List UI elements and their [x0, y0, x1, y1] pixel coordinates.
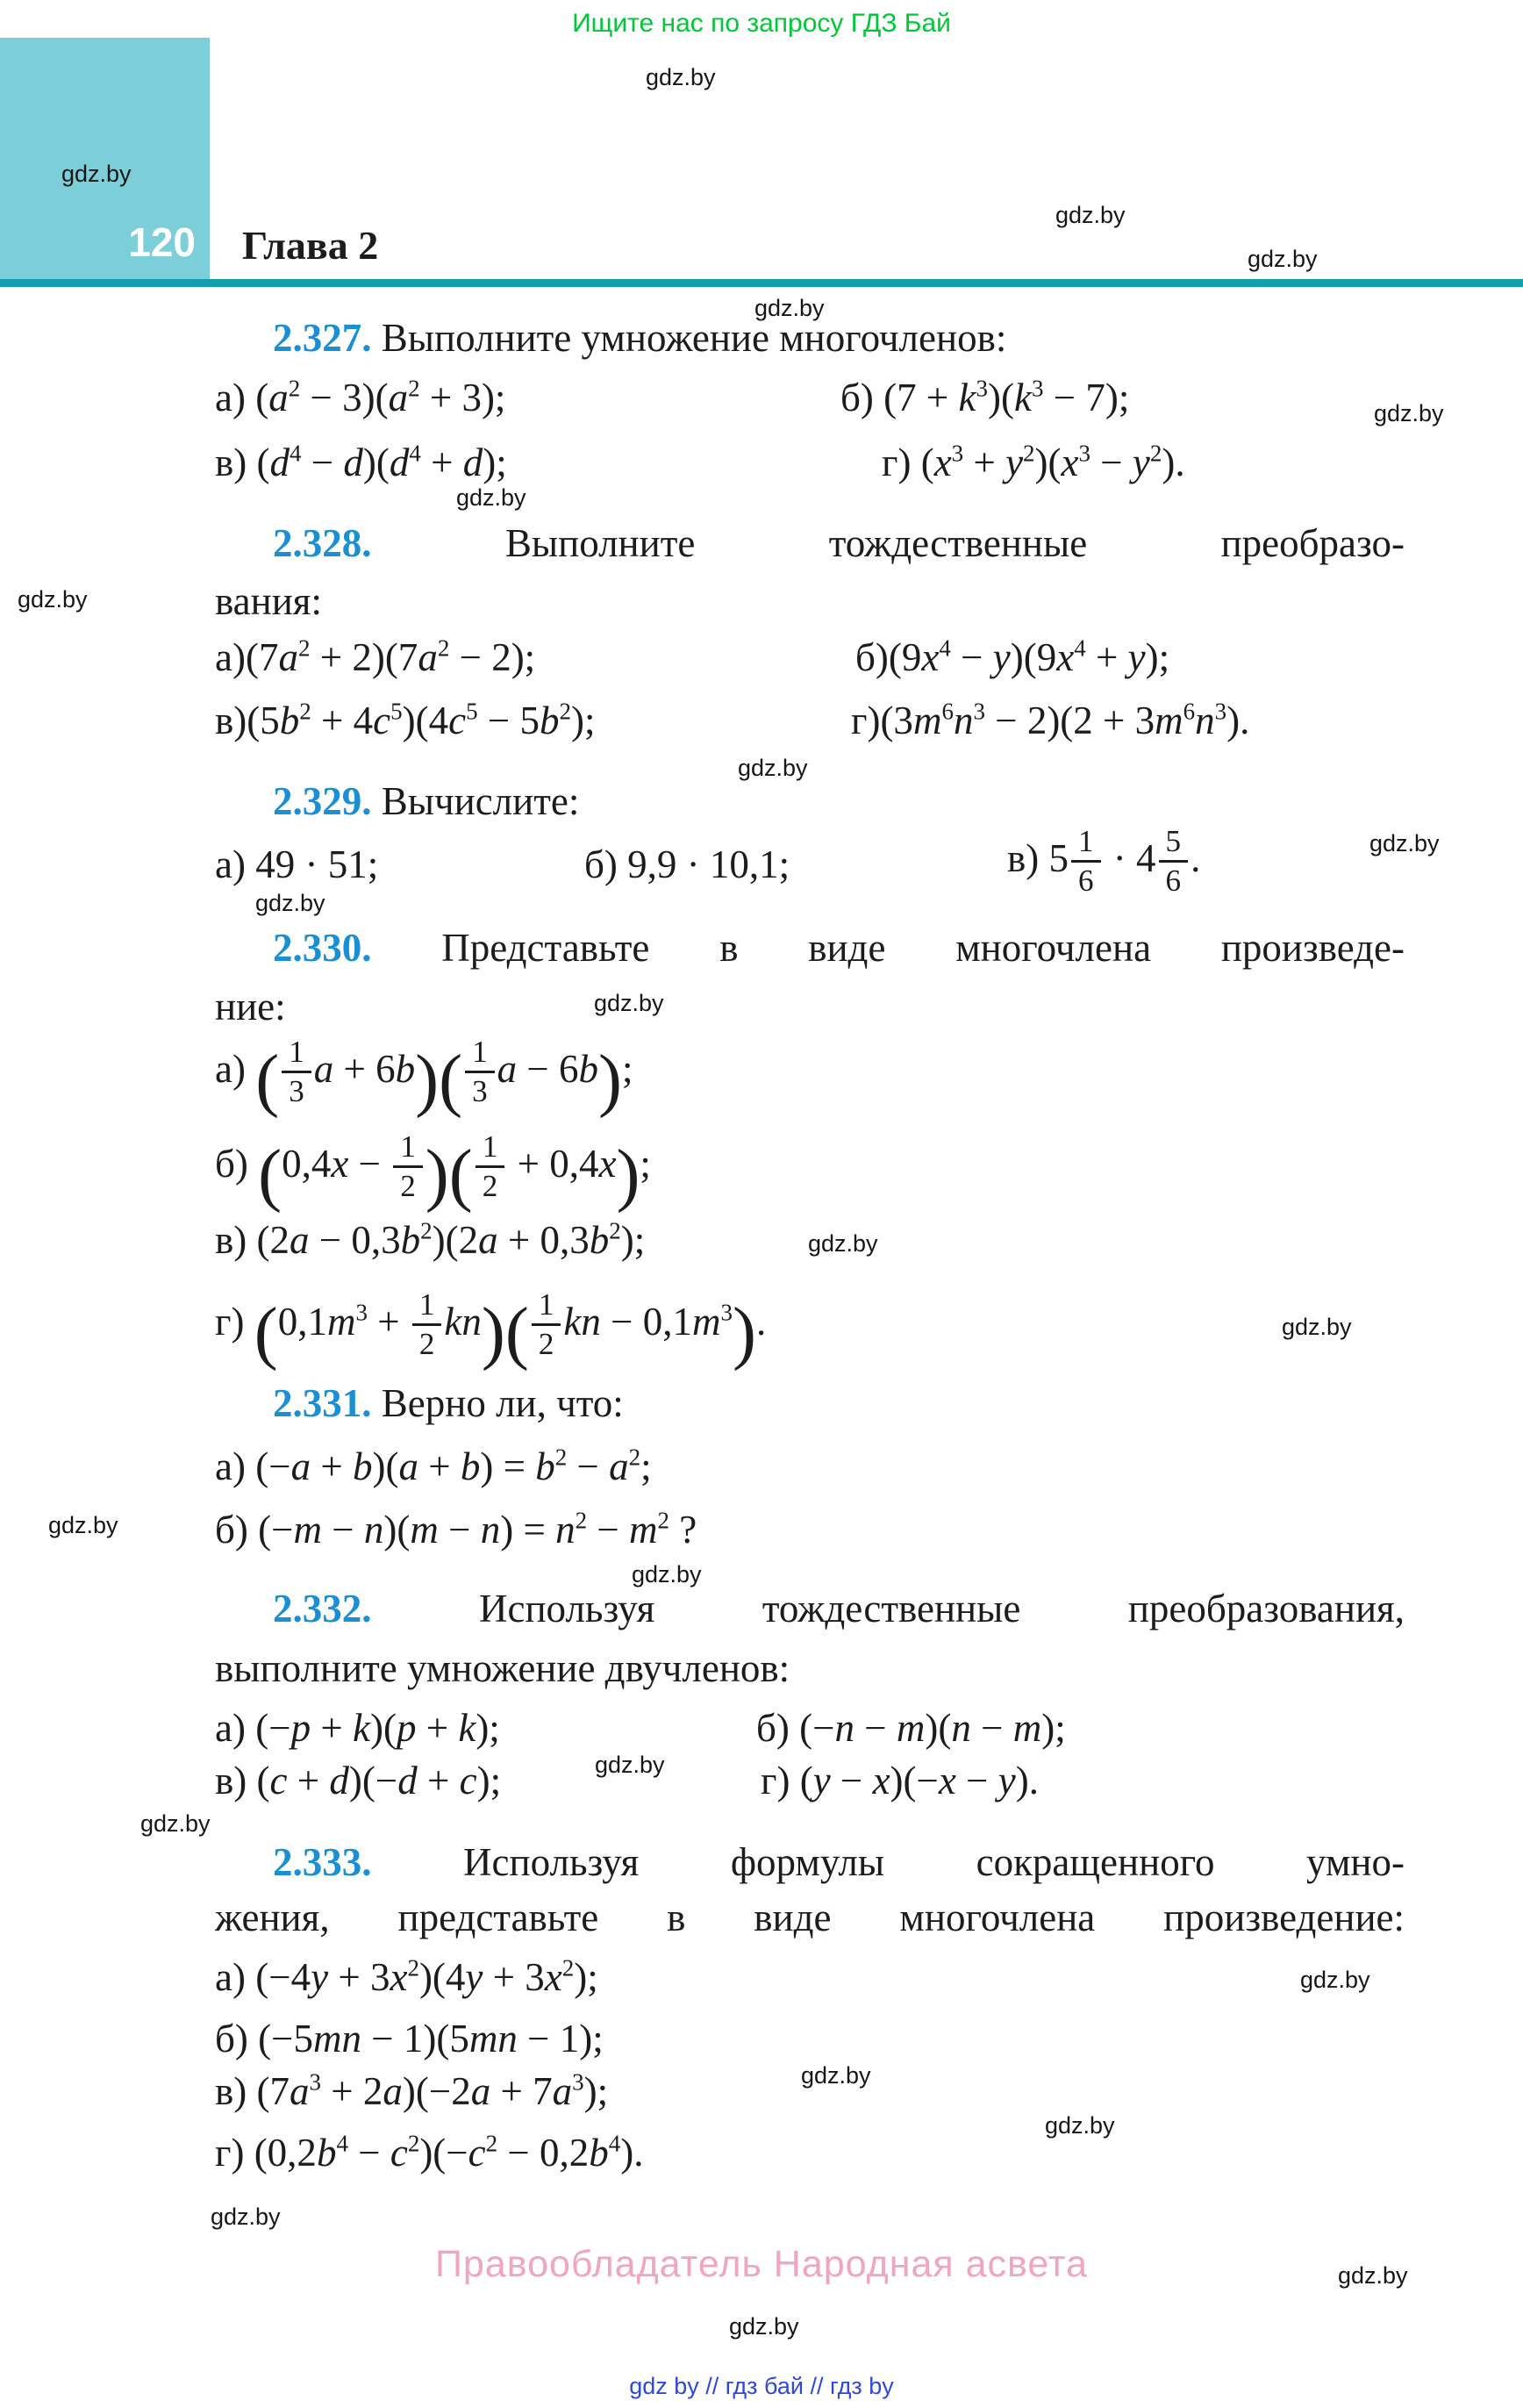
- problem-2330-item-a: а) ( $\frac{1}{3}$ a + 6b)( $\frac{1}{3}$ a − 6b);: [215, 1035, 633, 1120]
- problem-2332-item-a: а) (−p + k)(p + k);: [215, 1706, 500, 1750]
- problem-2328-title-text: Выполните тождественные преобразо-: [504, 521, 1405, 565]
- problem-2332-number: 2.332.: [273, 1587, 372, 1630]
- problem-2333-title: [215, 1838, 1405, 1887]
- sidebar-block: [0, 38, 210, 280]
- watermark: gdz.by: [456, 484, 526, 511]
- problem-2330-item-b: б) (0,4x − $\frac{1}{2}$ )( $\frac{1}{2}$ + 0,4x);: [215, 1129, 651, 1215]
- problem-2333-title-line2: жения, представьте в виде многочлена произведение:: [215, 1896, 1405, 1939]
- watermark: gdz.by: [754, 295, 825, 321]
- problem-2332-title: [215, 1585, 1405, 1633]
- problem-2328-item-a: $а)(7a^2 + 2)(7a^2 - 2)$;: [215, 634, 536, 679]
- problem-2327-title-text: Выполните умножение многочленов:: [381, 316, 1007, 360]
- problem-2331-number: 2.331.: [273, 1381, 372, 1425]
- problem-2333-title-text: Используя формулы сокращенного умно-: [463, 1840, 1405, 1884]
- copyright-text: Правообладатель Народная асвета: [434, 2243, 1089, 2285]
- problem-2330-item-v: в) $(2a - 0,3b^2)(2a + 0,3b^2)$;: [215, 1217, 646, 1262]
- watermark: gdz.by: [808, 1230, 878, 1257]
- problem-2330-item-g: г) ($0,1m^3$ + $\frac{1}{2}$ kn)( $\frac{1}{2}$ kn − $0,1m^3$).: [215, 1287, 767, 1372]
- problem-2330-title-line2: ние:: [215, 985, 286, 1028]
- problem-2327-item-v: в) $(d^4 - d)(d^4 + d)$;: [215, 440, 507, 484]
- chapter-title: Глава 2: [242, 223, 379, 268]
- watermark: gdz.by: [632, 1561, 702, 1587]
- problem-2330-title-text: Представьте в виде многочлена произведе-: [441, 926, 1405, 970]
- watermark: gdz.by: [801, 2062, 871, 2089]
- problem-2331-title: [215, 1380, 1405, 1428]
- watermark: gdz.by: [1045, 2112, 1115, 2139]
- problem-2328-item-g: $г)(3m^6n^3 - 2)(2 + 3m^6n^3)$.: [851, 698, 1250, 742]
- problem-2331-title-text: Верно ли, что:: [381, 1381, 624, 1425]
- watermark: gdz.by: [1369, 830, 1440, 856]
- problem-2328-title: [215, 520, 1405, 568]
- problem-2329-title-text: Вычислите:: [381, 779, 580, 823]
- promo-text: Ищите нас по запросу ГДЗ Бай: [572, 9, 951, 38]
- problem-2328-title-line2: вания:: [215, 579, 322, 623]
- problem-2327-item-b: б) $(7 + k^3)(k^3 - 7)$;: [840, 375, 1130, 419]
- watermark: gdz.by: [729, 2313, 799, 2340]
- problem-2329-number: 2.329.: [273, 779, 372, 823]
- watermark: gdz.by: [738, 755, 808, 781]
- watermark: gdz.by: [61, 161, 132, 187]
- problem-2329-item-b: б) 9,9 · 10,1;: [584, 842, 790, 886]
- problem-2330-number: 2.330.: [273, 926, 372, 970]
- problem-2332-title-text: Используя тождественные преобразования,: [479, 1587, 1405, 1630]
- problem-2333-number: 2.333.: [273, 1840, 372, 1884]
- watermark: gdz.by: [1300, 1967, 1370, 1993]
- problem-2329-title: [215, 778, 1405, 826]
- watermark: gdz.by: [1282, 1314, 1352, 1340]
- problem-2327-item-a: а) $(a^2 - 3)(a^2 + 3)$;: [215, 375, 506, 419]
- watermark: gdz.by: [1374, 400, 1444, 426]
- problem-2331-item-b: б) $(-m - n)(m - n) = n^2 - m^2$ ?: [215, 1507, 697, 1552]
- problem-2330-title: [215, 924, 1405, 972]
- problem-2328-number: 2.328.: [273, 521, 372, 565]
- problem-2327-number: 2.327.: [273, 316, 372, 360]
- problem-2332-title-line2: выполните умножение двучленов:: [215, 1646, 790, 1690]
- problem-2332-item-g: г) (y − x)(−x − y).: [761, 1759, 1040, 1802]
- watermark: gdz.by: [140, 1810, 211, 1837]
- watermark: gdz.by: [255, 890, 325, 916]
- problem-2328-item-v: $в)(5b^2 + 4c^5)(4c^5 - 5b^2)$;: [215, 698, 596, 742]
- problem-2331-item-a: а) $(-a + b)(a + b) = b^2 - a^2$;: [215, 1444, 652, 1488]
- watermark: gdz.by: [1338, 2262, 1408, 2289]
- problem-2327-item-g: г) $(x^3 + y^2)(x^3 - y^2)$.: [882, 440, 1185, 484]
- watermark: gdz.by: [595, 1752, 665, 1778]
- page-number: 120: [128, 219, 196, 265]
- problem-2333-item-a: а) $(-4y + 3x^2)(4y + 3x^2)$;: [215, 1954, 598, 1999]
- problem-2328-item-b: $б)(9x^4 - y)(9x^4 + y)$;: [855, 634, 1170, 679]
- watermark: gdz.by: [211, 2204, 281, 2230]
- problem-2332-item-v: в) (c + d)(−d + c);: [215, 1759, 502, 1802]
- footer-links: gdz by // гдз бай // гдз by: [629, 2373, 894, 2399]
- problem-2333-item-b: б) (−5mn − 1)(5mn − 1);: [215, 2017, 604, 2060]
- problem-2332-item-b: б) (−n − m)(n − m);: [756, 1706, 1066, 1750]
- problem-2327-title: [215, 314, 1405, 362]
- problem-2333-item-g: г) $(0,2b^4 - c^2)(-c^2 - 0,2b^4)$.: [215, 2130, 644, 2175]
- problem-2329-item-v: в) 5 $\frac{1}{6}$ · 4 $\frac{5}{6}$ .: [1007, 824, 1201, 898]
- watermark: gdz.by: [594, 990, 664, 1016]
- watermark: gdz.by: [1055, 202, 1126, 228]
- problem-2333-item-v: в) $(7a^3 + 2a)(-2a + 7a^3)$;: [215, 2068, 609, 2113]
- watermark: gdz.by: [646, 64, 716, 90]
- watermark: gdz.by: [1248, 246, 1318, 272]
- problem-2329-item-a: а) 49 · 51;: [215, 842, 379, 886]
- watermark: gdz.by: [18, 586, 88, 613]
- watermark: gdz.by: [48, 1512, 118, 1538]
- header-rule: [0, 279, 1523, 287]
